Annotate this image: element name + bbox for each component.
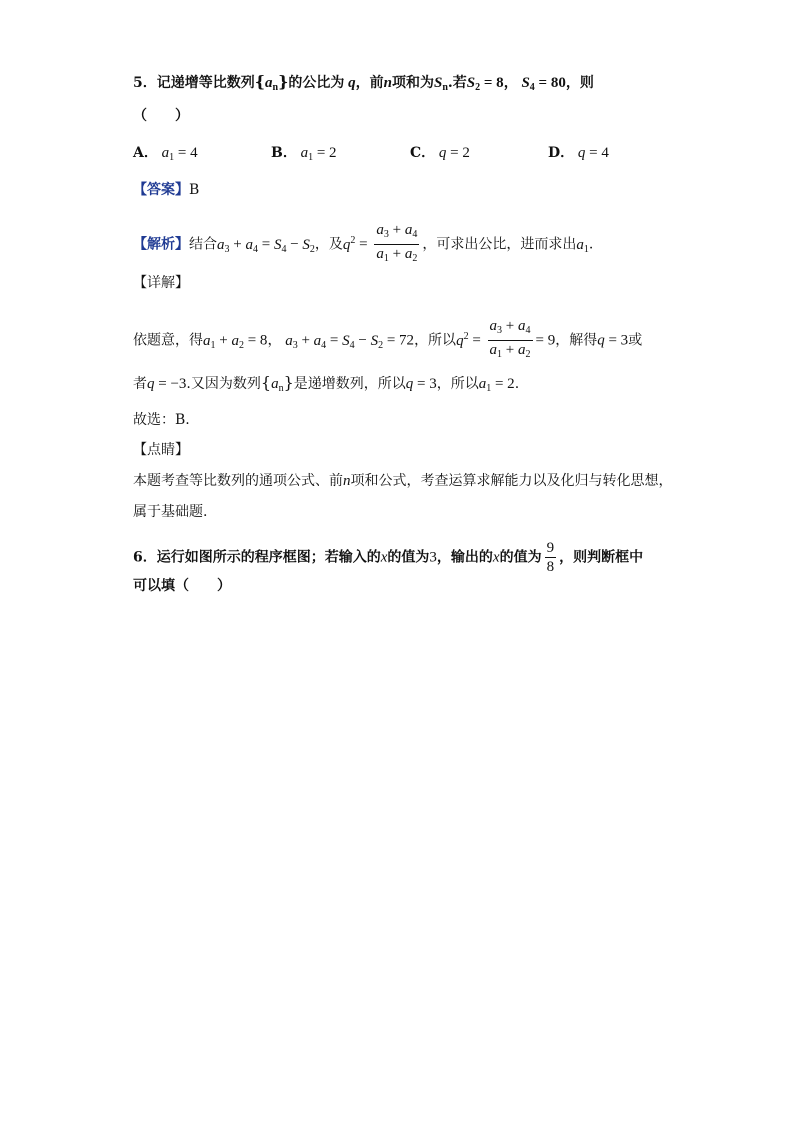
q5-detail-line1: 依题意，得$a_1 + a_2 = 8$， $a_3 + a_4 = S_4 - S_2 = 72$，所以$q^2$ = $\frac{a_3 + a_4}{a_1 + a_2}$ = 9，解得q = 3或 (133, 318, 643, 360)
q5-comment-line1: 本题考查等比数列的通项公式、前n项和公式，考查运算求解能力以及化归与转化思想， (133, 473, 673, 489)
q5-answer (133, 180, 199, 200)
q5-comment-line2: 属于基础题. (133, 504, 208, 520)
q5-analysis: 【解析】结合$a_3 + a_4 = S_4 - S_2$，及$q^2$ = $\frac{a_3 + a_4}{a_1 + a_2}$ ，可求出公比，进而求出$a_1$. (133, 222, 594, 264)
option-d[interactable]: D． q = 4 (548, 145, 609, 161)
q5-detail-line2: 者q = −3.又因为数列$\{a_n\}$是递增数列，所以q = 3，所以$a_1 = 2$. (133, 373, 520, 394)
q5-stem: 5．记递增等比数列$\{a_n\}$的公比为 q，前n项和为$S_n$.若$S_2 = 8$， $S_4 = 80$，则 (133, 72, 594, 93)
q5-comment-tag: 【点睛】 (133, 442, 189, 458)
q5-stem-text: ，则 (565, 75, 594, 91)
q5-stem-text: .若 (447, 75, 467, 91)
q5-stem-text: 项和为 (392, 75, 434, 91)
q5-paren: （ ） (133, 108, 189, 124)
option-a[interactable]: A． $a_1 = 4$ (133, 145, 198, 163)
option-c[interactable]: C． q = 2 (410, 145, 470, 161)
answer-tag: 【答案】 (133, 182, 189, 198)
answer-value: B (189, 182, 200, 198)
q5-detail-tag: 【详解】 (133, 275, 189, 291)
q5-stem-text: 5．记递增等比数列 (133, 75, 255, 91)
q5-conclusion: 故选：B. (133, 412, 190, 428)
option-b[interactable]: B． $a_1 = 2$ (271, 145, 337, 163)
q5-stem-text: 的公比为 (288, 75, 345, 91)
q5-stem-text: ，前 (355, 75, 384, 91)
q5-stem-text: ， (503, 75, 518, 91)
analysis-tag: 【解析】 (133, 236, 189, 253)
q6-stem-line2: 可以填（ ） (133, 578, 231, 594)
q6-stem-line1: 6．运行如图所示的程序框图；若输入的x的值为3，输出的x的值为 $\frac{9}{8}$ ，则判断框中 (133, 540, 644, 575)
